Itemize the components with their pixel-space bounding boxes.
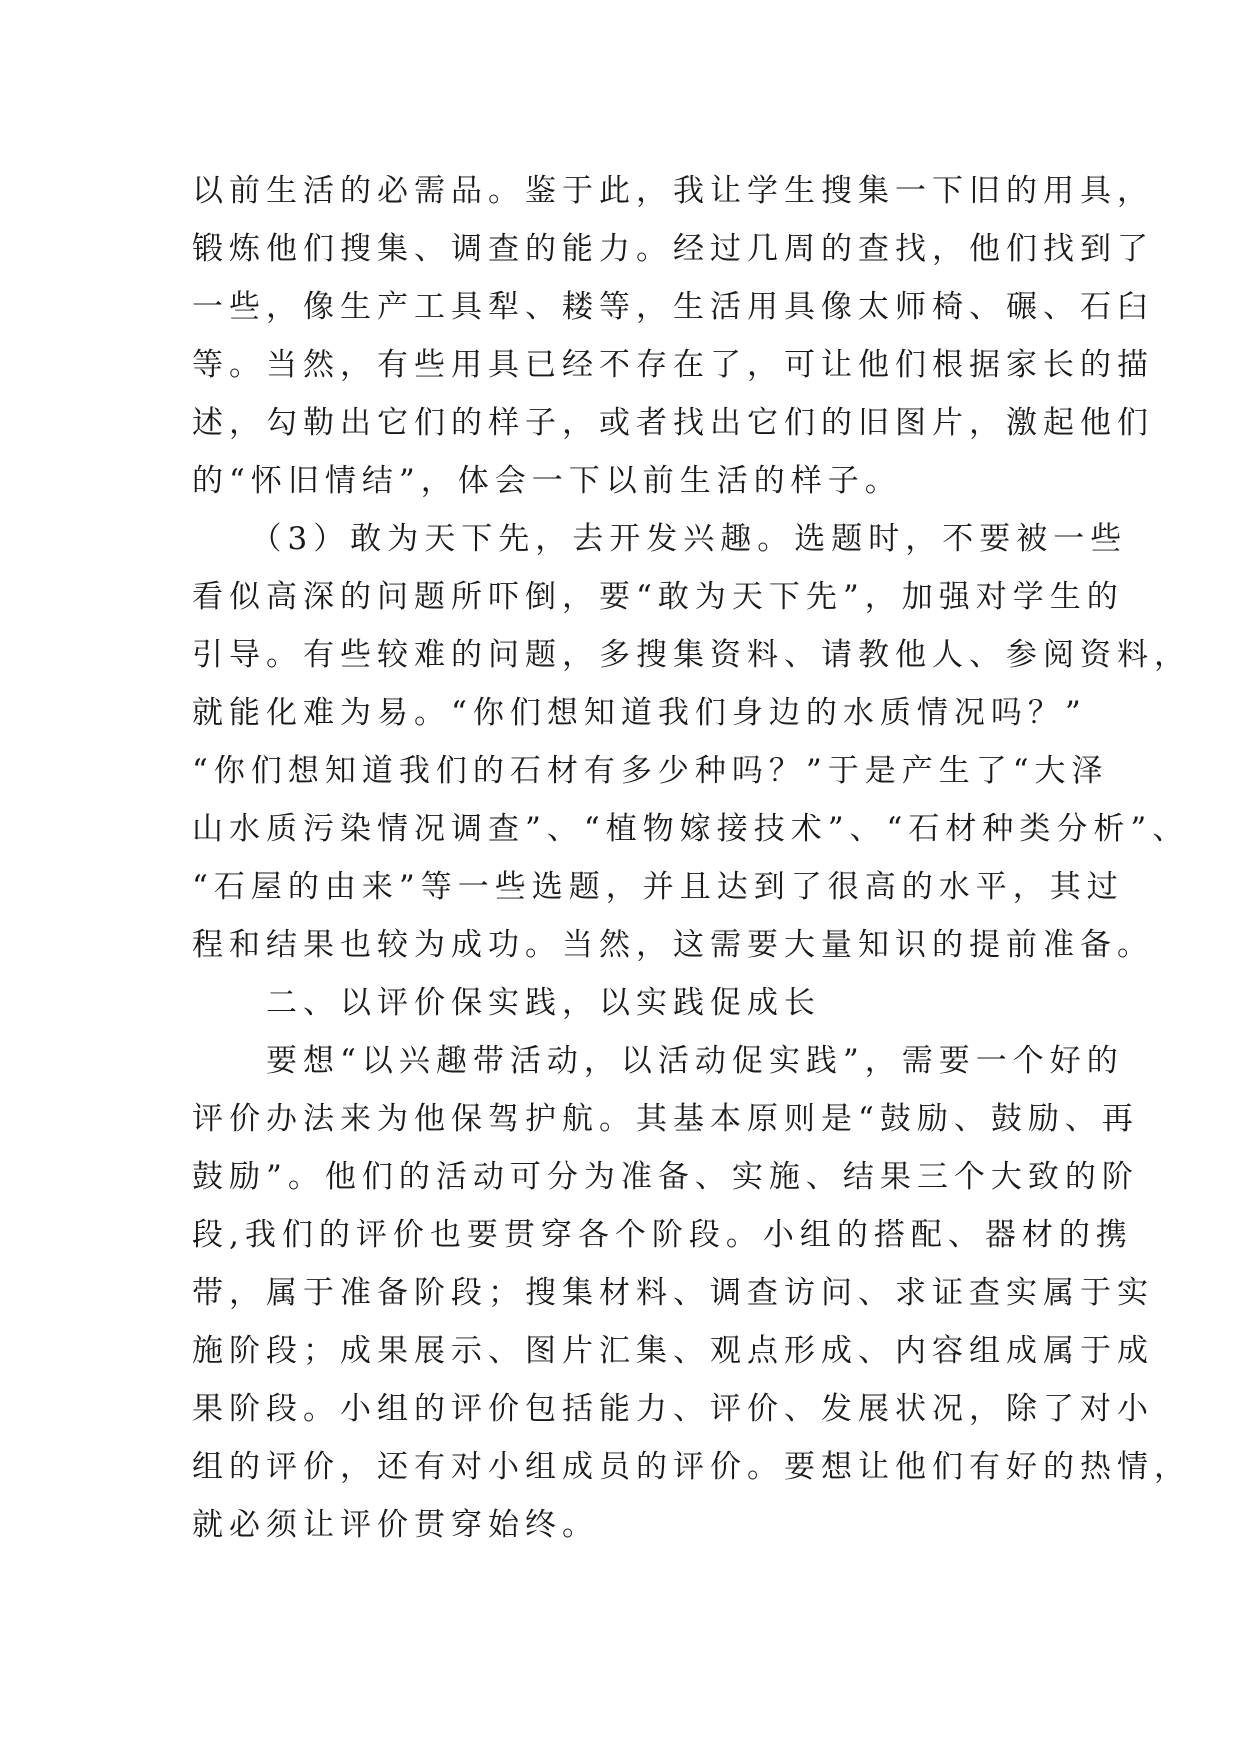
text-line: 锻炼他们搜集、调查的能力。经过几周的查找，他们找到了 (192, 231, 1154, 267)
text-line: 看似高深的问题所吓倒，要“敢为天下先”，加强对学生的 (192, 579, 1124, 615)
text-line: 果阶段。小组的评价包括能力、评价、发展状况，除了对小 (192, 1391, 1154, 1427)
text-line: 山水质污染情况调查”、“植物嫁接技术”、“石材种类分析”、 (192, 811, 1190, 847)
text-line: 带，属于准备阶段；搜集材料、调查访问、求证查实属于实 (192, 1275, 1154, 1311)
text-line: “你们想知道我们的石材有多少种吗？”于是产生了“大泽 (192, 753, 1109, 789)
text-line: 以前生活的必需品。鉴于此，我让学生搜集一下旧的用具， (192, 173, 1154, 209)
text-line: 施阶段；成果展示、图片汇集、观点形成、内容组成属于成 (192, 1333, 1154, 1369)
text-line: 等。当然，有些用具已经不存在了，可让他们根据家长的描 (192, 347, 1154, 383)
text-line: 引导。有些较难的问题，多搜集资料、请教他人、参阅资料， (192, 637, 1191, 673)
text-line: 述，勾勒出它们的样子，或者找出它们的旧图片，激起他们 (192, 405, 1154, 441)
text-line: 就必须让评价贯穿始终。 (192, 1507, 599, 1543)
section-heading: 二、以评价保实践，以实践促成长 (192, 985, 821, 1021)
text-line: （3）敢为天下先，去开发兴趣。选题时，不要被一些 (192, 521, 1128, 557)
text-line: 的“怀旧情结”，体会一下以前生活的样子。 (192, 463, 902, 499)
text-line: 评价办法来为他保驾护航。其基本原则是“鼓励、鼓励、再 (192, 1101, 1139, 1137)
text-line: 程和结果也较为成功。当然，这需要大量知识的提前准备。 (192, 927, 1154, 963)
text-line: 鼓励”。他们的活动可分为准备、实施、结果三个大致的阶 (192, 1159, 1139, 1195)
text-line: 段,我们的评价也要贯穿各个阶段。小组的搭配、器材的携 (192, 1217, 1133, 1253)
text-line: 要想“以兴趣带活动，以活动促实践”，需要一个好的 (192, 1043, 1124, 1079)
text-line: “石屋的由来”等一些选题，并且达到了很高的水平，其过 (192, 869, 1124, 905)
text-line: 一些，像生产工具犁、耧等，生活用具像太师椅、碾、石臼 (192, 289, 1154, 325)
text-line: 组的评价，还有对小组成员的评价。要想让他们有好的热情， (192, 1449, 1191, 1485)
text-line: 就能化难为易。“你们想知道我们身边的水质情况吗？” (192, 695, 1087, 731)
body-text (192, 162, 1191, 1554)
